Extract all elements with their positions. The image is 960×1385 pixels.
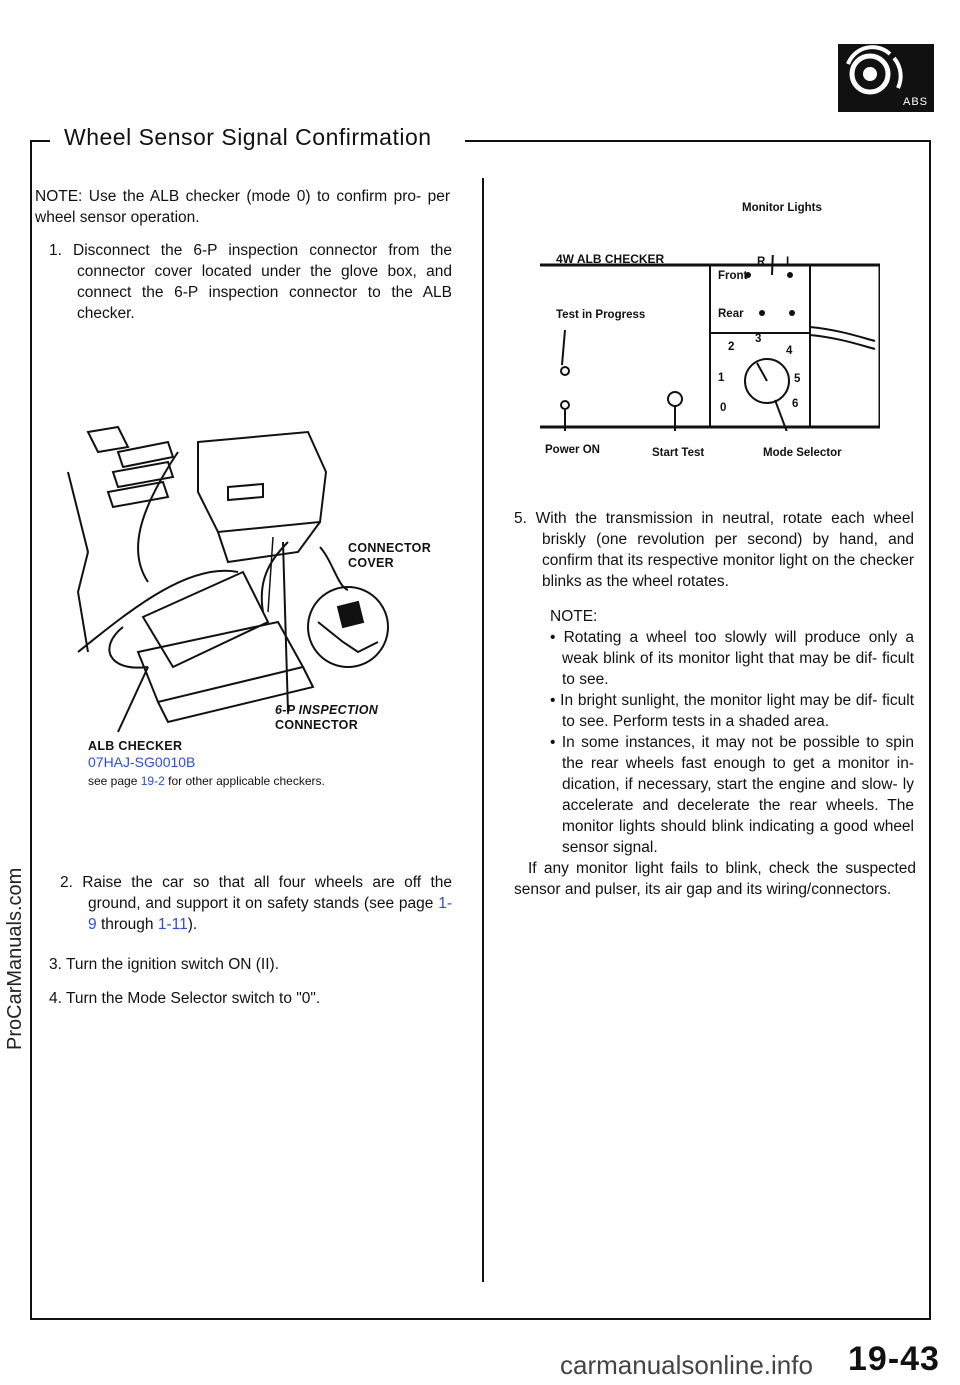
label-mode-selector: Mode Selector (763, 447, 842, 459)
frame-left (30, 140, 32, 1320)
dial-2: 2 (728, 341, 735, 353)
page-title: Wheel Sensor Signal Confirmation (60, 124, 436, 151)
dial-4: 4 (786, 345, 793, 357)
abs-badge-label: ABS (902, 96, 928, 108)
step-4: 4. Turn the Mode Selector switch to "0". (49, 990, 321, 1007)
bottom-watermark: carmanualsonline.info (560, 1350, 813, 1380)
closing-text: If any monitor light fails to blink, check the suspected sensor and pulser, its air gap and its wiring/connectors. (514, 860, 916, 898)
label-monitor-lights: Monitor Lights (742, 202, 822, 214)
step-3: 3. Turn the ignition switch ON (II). (49, 956, 280, 973)
side-watermark: ProCarManuals.com (4, 867, 26, 1050)
page-number: 19-43 (848, 1340, 940, 1378)
dial-6: 6 (792, 398, 799, 410)
frame-right (929, 140, 931, 1320)
checker-see-note: see page 19-2 for other applicable checkers. (88, 774, 325, 788)
label-connector-cover: CONNECTOR COVER (348, 541, 432, 570)
abs-brake-icon (838, 44, 934, 112)
note-bullet-3: • In some instances, it may not be possible to spin the rear wheels fast enough to get a monitor in- dication, if necessary, start the engine and slow- ly accelerate and decelerate the rear wheels. The monitor lights should blink indicating a good wheel sensor signal. (550, 734, 914, 856)
link-page-1-9[interactable]: 1-9 (88, 895, 452, 933)
label-test-in-progress: Test in Progress (556, 309, 646, 321)
dial-5: 5 (794, 373, 801, 385)
note-text: NOTE: Use the ALB checker (mode 0) to confirm pro- per wheel sensor operation. (35, 188, 450, 226)
frame-top-right (465, 140, 931, 142)
label-front: Front (718, 270, 748, 282)
label-6p-inspection-connector: 6-P INSPECTION CONNECTOR (275, 703, 379, 732)
label-col-r: R (757, 256, 766, 268)
label-power-on: Power ON (545, 444, 600, 456)
frame-bottom (30, 1318, 931, 1320)
note-label: NOTE: (550, 608, 598, 625)
label-col-l: L (786, 256, 794, 268)
label-start-test: Start Test (652, 447, 705, 459)
frame-top-left (30, 140, 50, 142)
dial-0: 0 (720, 402, 727, 414)
note-bullet-1: • Rotating a wheel too slowly will produce only a weak blink of its monitor light that may be dif- ficult to see. (550, 629, 914, 688)
label-rear: Rear (718, 308, 744, 320)
dial-3: 3 (755, 333, 762, 345)
link-page-19-2[interactable]: 19-2 (140, 774, 165, 788)
dial-1: 1 (718, 372, 725, 384)
glovebox-illustration (58, 412, 468, 752)
note-bullet-2: • In bright sunlight, the monitor light may be dif- ficult to see. Perform tests in a shaded area. (550, 692, 914, 730)
alb-checker-panel-diagram (540, 255, 880, 431)
label-4w-alb-checker: 4W ALB CHECKER (556, 252, 665, 266)
link-page-1-11[interactable]: 1-11 (157, 916, 188, 933)
checker-part-number: 07HAJ-SG0010B (88, 754, 196, 770)
step-1: 1. Disconnect the 6-P inspection connector from the connector cover located under the glove box, and connect the 6-P inspection connector to the ALB checker. (49, 242, 452, 322)
step-2: 2. Raise the car so that all four wheels are off the ground, and support it on safety stands (see page 1-9 through 1-11). (60, 874, 452, 933)
column-divider (482, 178, 484, 1282)
step-5: 5. With the transmission in neutral, rotate each wheel briskly (one revolution per second) by hand, and confirm that its respective monitor light on the checker blinks as the wheel rotates. (514, 510, 914, 590)
label-alb-checker: ALB CHECKER (88, 739, 183, 753)
